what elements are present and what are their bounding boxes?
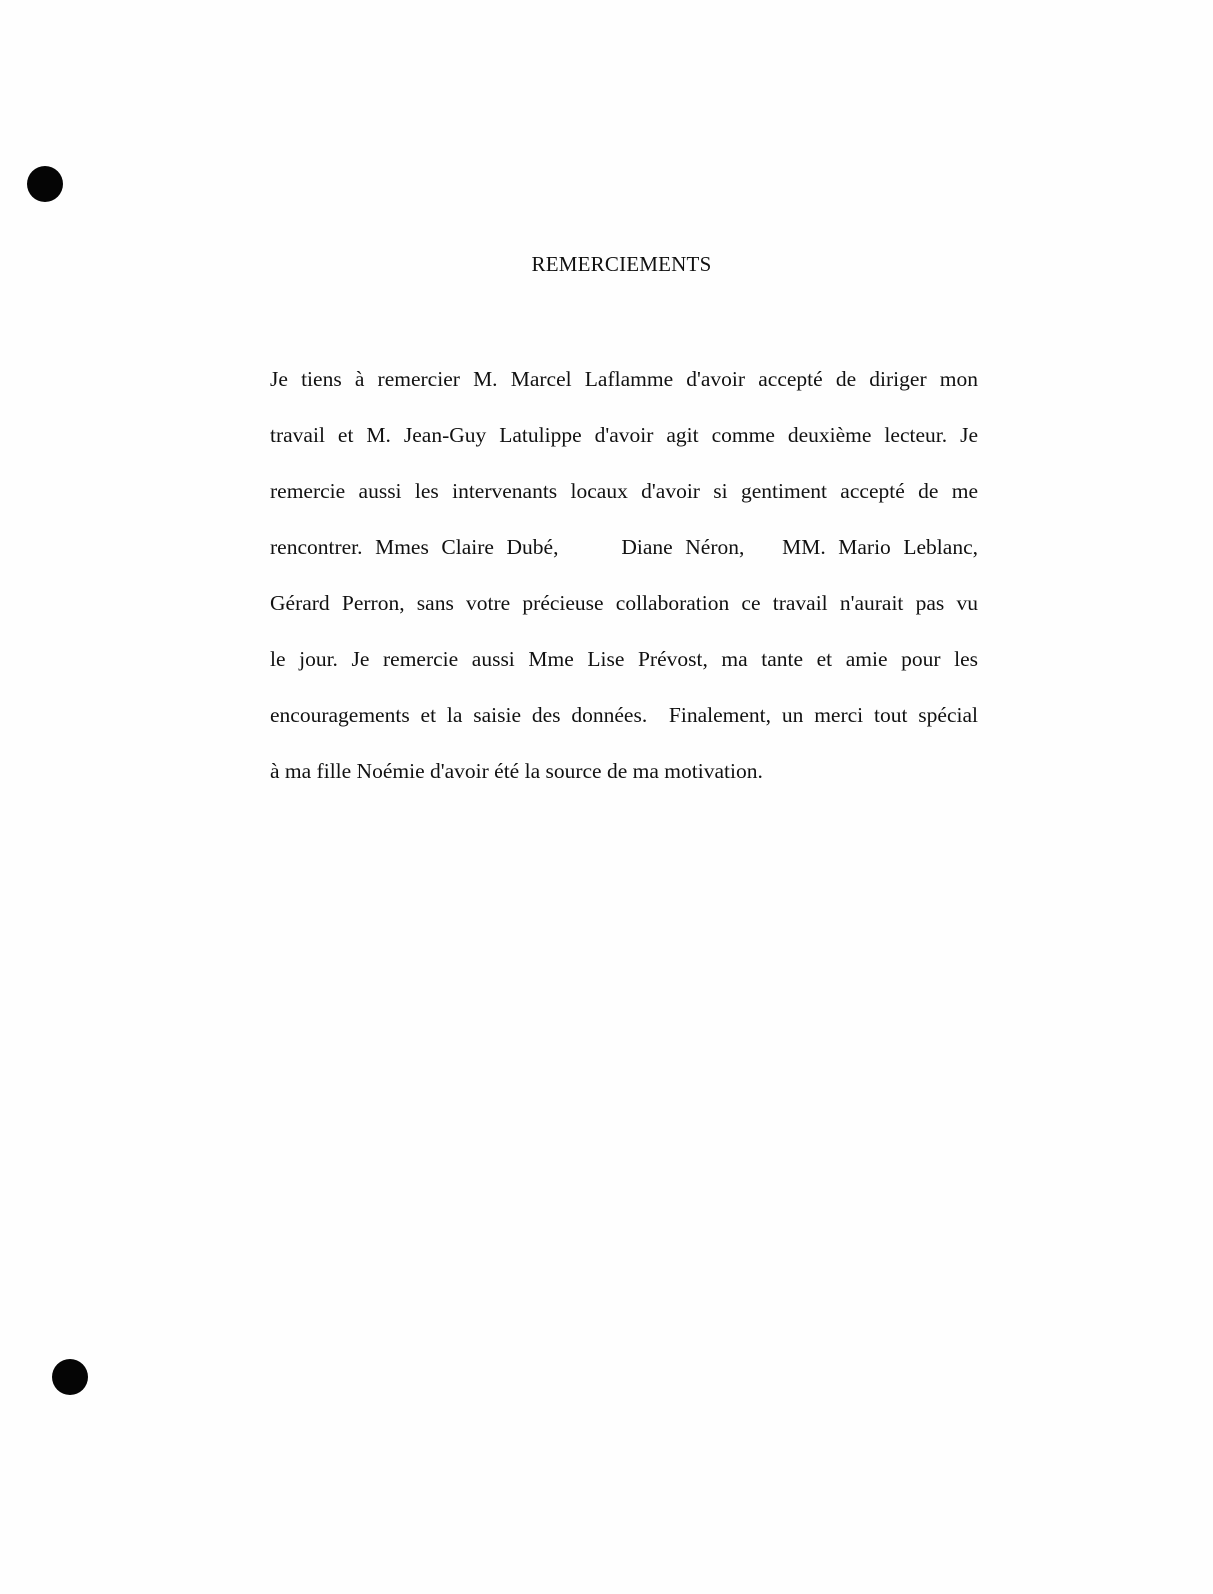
paragraph-line: rencontrer. Mmes Claire Dubé, Diane Néron, MM. Mario Leblanc,	[270, 535, 978, 559]
paragraph-line: encouragements et la saisie des données. Finalement, un merci tout spécial	[270, 703, 978, 727]
paragraph-line: à ma fille Noémie d'avoir été la source de ma motivation.	[270, 759, 763, 783]
paragraph-line: remercie aussi les intervenants locaux d'avoir si gentiment accepté de me	[270, 479, 978, 503]
page-title: REMERCIEMENTS	[531, 252, 712, 276]
paragraph-line: Gérard Perron, sans votre précieuse collaboration ce travail n'aurait pas vu	[270, 591, 978, 615]
paragraph-line: travail et M. Jean-Guy Latulippe d'avoir agit comme deuxième lecteur. Je	[270, 423, 978, 447]
paragraph-line: le jour. Je remercie aussi Mme Lise Prévost, ma tante et amie pour les	[270, 647, 978, 671]
acknowledgements-paragraph	[270, 361, 978, 809]
punch-hole-top	[27, 166, 63, 202]
paragraph-line: Je tiens à remercier M. Marcel Laflamme d'avoir accepté de diriger mon	[270, 367, 978, 391]
punch-hole-bottom	[52, 1359, 88, 1395]
